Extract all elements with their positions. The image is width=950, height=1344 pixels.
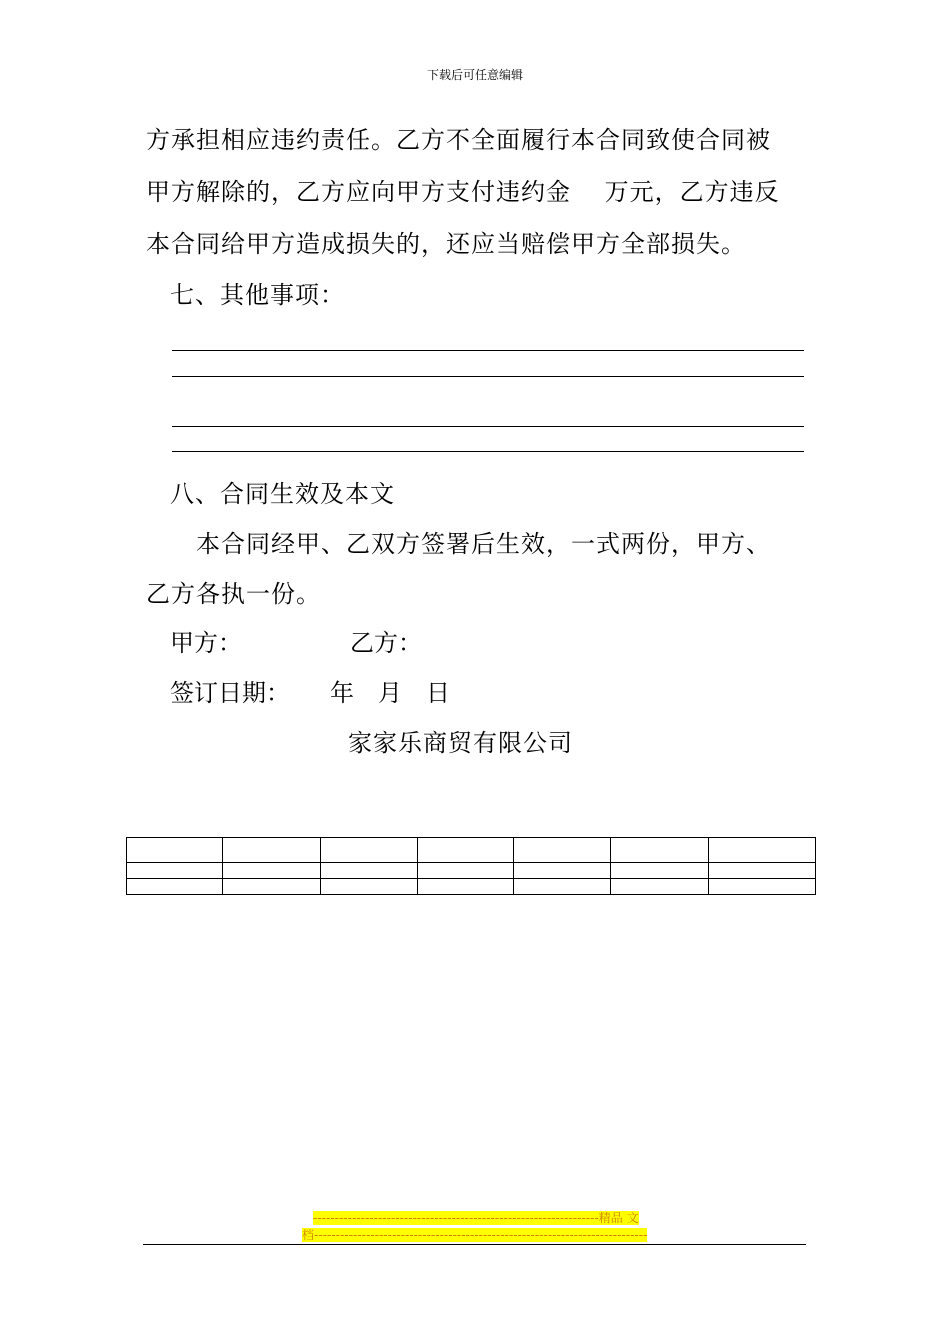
table-cell: [417, 879, 514, 895]
clause-8-line-1: 本合同经甲、乙双方签署后生效，一式两份，甲方、: [196, 530, 771, 558]
page-header: 下载后可任意编辑: [426, 68, 523, 82]
blank-table: [126, 837, 816, 895]
table-cell: [514, 838, 611, 863]
table-cell: [320, 879, 417, 895]
table-row: [127, 879, 816, 895]
blank-line: [172, 426, 804, 427]
clause-7-heading: 七、其他事项：: [170, 281, 345, 309]
table-cell: [709, 863, 816, 879]
blank-line: [172, 376, 804, 377]
table-cell: [127, 879, 223, 895]
table-cell: [514, 863, 611, 879]
table-cell: [709, 879, 816, 895]
table-cell: [127, 838, 223, 863]
table-cell: [709, 838, 816, 863]
table-cell: [611, 863, 709, 879]
signing-date-label: 签订日期：: [170, 679, 290, 707]
footer-watermark-line-2: 档-----------------------------------------------------------------------------: [302, 1228, 648, 1242]
table-cell: [222, 863, 320, 879]
clause-8-heading: 八、合同生效及本文: [170, 480, 395, 508]
clause-8-line-2: 乙方各执一份。: [146, 580, 321, 608]
table-cell: [127, 863, 223, 879]
clause-6-line: 方承担相应违约责任。乙方不全面履行本合同致使合同被: [146, 126, 771, 154]
table-cell: [222, 838, 320, 863]
table-cell: [222, 879, 320, 895]
table-row: [127, 863, 816, 879]
blank-line: [172, 451, 804, 452]
party-b-label: 乙方：: [350, 629, 422, 657]
footer-divider: [143, 1244, 806, 1245]
clause-6-line: 甲方解除的，乙方应向甲方支付违约金 万元，乙方违反: [146, 178, 780, 206]
table-cell: [514, 879, 611, 895]
clause-6-text: [146, 114, 806, 270]
clause-6-line: 本合同给甲方造成损失的，还应当赔偿甲方全部损失。: [146, 230, 746, 258]
table-cell: [611, 879, 709, 895]
table-cell: [417, 838, 514, 863]
table-cell: [611, 838, 709, 863]
signing-date-value: 年 月 日: [330, 679, 450, 707]
table-cell: [417, 863, 514, 879]
table-cell: [320, 863, 417, 879]
party-a-label: 甲方：: [170, 629, 242, 657]
company-name: 家家乐商贸有限公司: [348, 729, 573, 757]
table-row: [127, 838, 816, 863]
blank-line: [172, 350, 804, 351]
table-cell: [320, 838, 417, 863]
footer-watermark-line-1: ------------------------------------------------------------------精品 文: [313, 1211, 639, 1225]
